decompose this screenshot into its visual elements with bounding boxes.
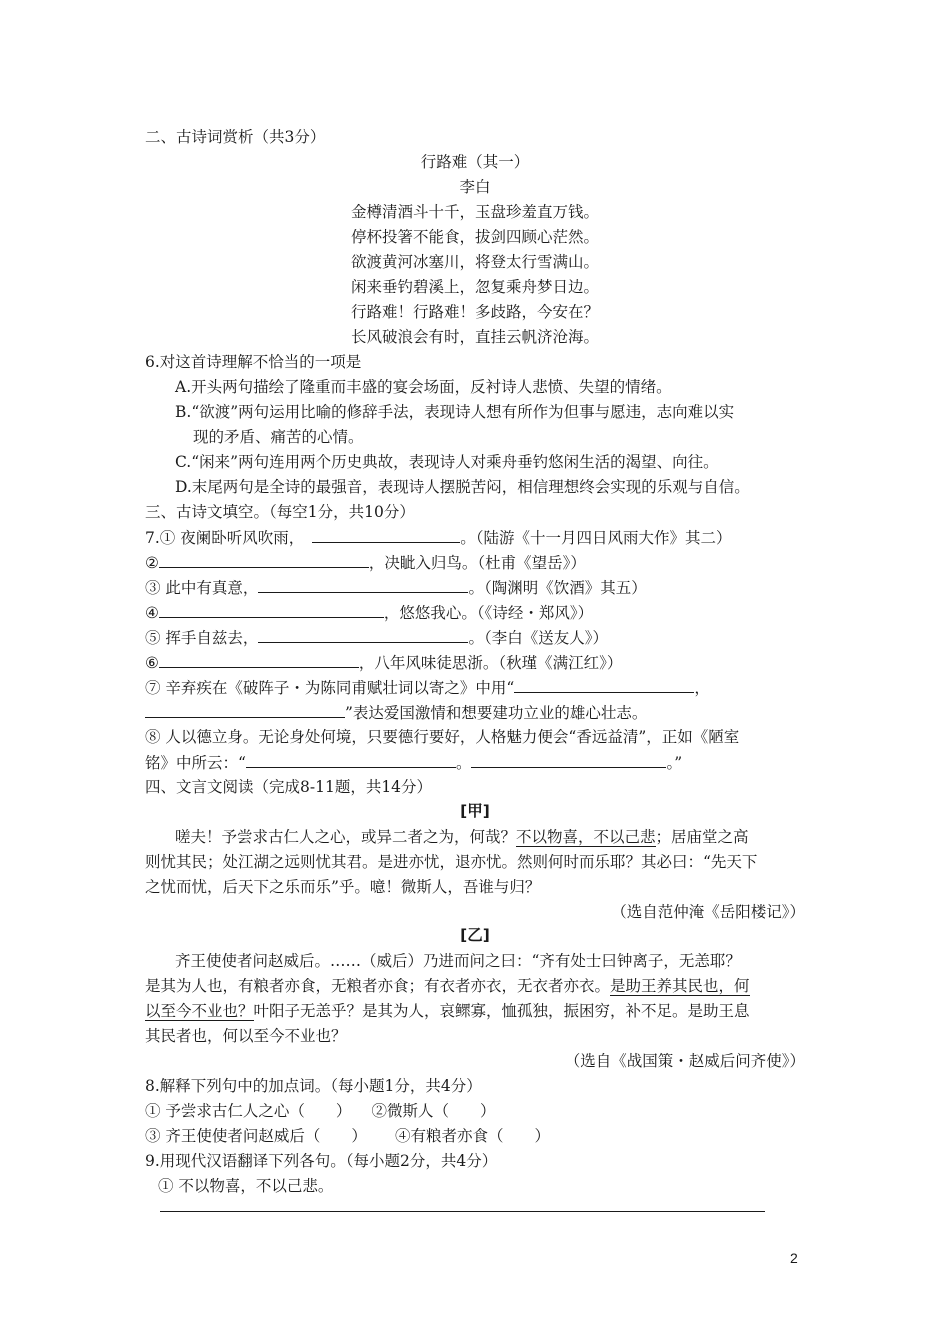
section-4-heading: 四、文言文阅读（完成8-11题，共14分） — [145, 778, 433, 796]
passage-a-label: [甲] — [460, 802, 490, 820]
prompt-text: ③ 此中有真意， — [145, 579, 259, 597]
fill-blank-4 — [145, 602, 593, 623]
passage-b-source: （选自《战国策・赵威后问齐使》） — [564, 1052, 805, 1070]
prompt-text: ， — [694, 679, 710, 697]
sub-question: ②微斯人（ ） — [371, 1102, 496, 1120]
prompt-text: ⑦ 辛弃疾在《破阵子・为陈同甫赋壮词以寄之》中用“ — [145, 679, 515, 697]
poem-line: 闲来垂钓碧溪上，忽复乘舟梦日边。 — [350, 278, 599, 296]
page-number: 2 — [790, 1250, 798, 1266]
source-text: ，决眦入归鸟。（杜甫《望岳》） — [368, 554, 586, 572]
poem-line: 行路难！行路难！多歧路，今安在？ — [350, 303, 599, 321]
fill-blank-7 — [145, 677, 710, 698]
question-9-item: ① 不以物喜，不以己悲。 — [158, 1177, 334, 1195]
source-text: ，八年风味徒思浙。（秋瑾《满江红》） — [358, 654, 623, 672]
fill-blank-3 — [145, 577, 647, 598]
answer-blank[interactable] — [159, 602, 384, 618]
passage-a-line: 之忧而忧，后天下之乐而乐”乎。噫！微斯人，吾谁与归？ — [145, 878, 541, 896]
fill-blank-2 — [145, 552, 586, 573]
option-a: A.开头两句描绘了隆重而丰盛的宴会场面，反衬诗人悲愤、失望的情绪。 — [175, 378, 672, 396]
option-b-continued: 现的矛盾、痛苦的心情。 — [193, 428, 364, 446]
answer-blank[interactable] — [312, 527, 460, 543]
poem-line: 欲渡黄河冰塞川，将登太行雪满山。 — [350, 253, 599, 271]
option-c: C.“闲来”两句连用两个历史典故，表现诗人对乘舟垂钓悠闲生活的渴望、向往。 — [175, 453, 719, 471]
answer-blank[interactable] — [258, 577, 468, 593]
passage-text: 是其为人也，有粮者亦食，无粮者亦食；有衣者亦衣，无衣者亦衣。 — [145, 977, 611, 995]
answer-blank[interactable] — [471, 752, 666, 768]
passage-b-line — [145, 1001, 750, 1021]
question-8-items — [145, 1101, 495, 1121]
fill-blank-5 — [145, 627, 608, 648]
passage-a-source: （选自范仲淹《岳阳楼记》） — [611, 903, 805, 921]
passage-b-line: 其民者也，何以至今不业也？ — [145, 1027, 347, 1045]
answer-blank[interactable] — [246, 752, 456, 768]
prompt-text: ⑤ 挥手自兹去， — [145, 629, 259, 647]
question-8: 8.解释下列句中的加点词。（每小题1分，共4分） — [145, 1077, 482, 1095]
sub-question: ④有粮者亦食（ ） — [394, 1127, 550, 1145]
question-6: 6.对这首诗理解不恰当的一项是 — [145, 353, 362, 371]
answer-blank[interactable] — [258, 627, 468, 643]
prompt-text: 铭》中所云：“ — [145, 754, 246, 772]
passage-text: 嗟夫！予尝求古仁人之心，或异二者之为，何哉？ — [175, 828, 517, 846]
passage-text: 叶阳子无恙乎？是其为人，哀鳏寡，恤孤独，振困穷，补不足。是助王息 — [253, 1002, 750, 1020]
question-9: 9.用现代汉语翻译下列各句。（每小题2分，共4分） — [145, 1152, 498, 1170]
poem-line: 停杯投箸不能食，拔剑四顾心茫然。 — [350, 228, 599, 246]
option-d: D.末尾两句是全诗的最强音，表现诗人摆脱苦闷，相信理想终会实现的乐观与自信。 — [175, 478, 750, 496]
source-text: 。（李白《送友人》） — [468, 629, 608, 647]
passage-text: ；居庙堂之高 — [655, 828, 749, 846]
passage-b-label: [乙] — [460, 926, 490, 944]
passage-a-line: 则忧其民；处江湖之远则忧其君。是进亦忧，退亦忧。然则何时而乐耶？其必曰：“先天下 — [145, 853, 758, 871]
fill-blank-1 — [145, 527, 731, 548]
prompt-text: ④ — [145, 604, 159, 622]
section-2-heading: 二、古诗词赏析（共3分） — [145, 128, 326, 146]
passage-a-line — [175, 827, 749, 847]
prompt-text: 。” — [666, 754, 683, 772]
poem-author: 李白 — [459, 178, 491, 196]
prompt-text: ”表达爱国激情和想要建功立业的雄心壮志。 — [345, 704, 648, 722]
poem-line: 金樽清酒斗十千，玉盘珍羞直万钱。 — [350, 203, 599, 221]
fill-blank-7-continued — [145, 702, 647, 723]
underlined-sentence: 是助王养其民也，何 — [610, 977, 750, 995]
source-text: ，悠悠我心。（《诗经・郑风》） — [383, 604, 594, 622]
answer-line[interactable] — [160, 1211, 765, 1212]
poem-title: 行路难（其一） — [420, 153, 530, 171]
prompt-text: ② — [145, 554, 159, 572]
option-b: B.“欲渡”两句运用比喻的修辞手法，表现诗人想有所作为但事与愿违，志向难以实 — [175, 403, 735, 421]
passage-b-line: 齐王使使者问赵威后。……（威后）乃进而问之曰：“齐有处士曰钟离子，无恙耶？ — [175, 952, 741, 970]
underlined-sentence: 不以物喜，不以己悲 — [516, 828, 656, 846]
answer-blank[interactable] — [514, 677, 694, 693]
source-text: 。（陆游《十一月四日风雨大作》其二） — [460, 529, 732, 547]
answer-blank[interactable] — [159, 552, 369, 568]
fill-blank-8: ⑧ 人以德立身。无论身处何境，只要德行要好，人格魅力便会“香远益清”，正如《陋室 — [145, 728, 740, 746]
source-text: 。（陶渊明《饮酒》其五） — [468, 579, 647, 597]
question-8-items — [145, 1126, 550, 1146]
poem-line: 长风破浪会有时，直挂云帆济沧海。 — [350, 328, 599, 346]
answer-blank[interactable] — [159, 652, 359, 668]
passage-b-line — [145, 976, 750, 996]
prompt-text: 。 — [455, 754, 472, 772]
sub-question: ③ 齐王使使者问赵威后（ ） — [145, 1127, 367, 1145]
answer-blank[interactable] — [145, 702, 345, 718]
section-3-heading: 三、古诗文填空。（每空1分，共10分） — [145, 503, 415, 521]
fill-blank-6 — [145, 652, 622, 673]
fill-blank-8-continued — [145, 752, 682, 773]
sub-question: ① 予尝求古仁人之心（ ） — [145, 1102, 352, 1120]
prompt-text: 7.① 夜阑卧听风吹雨， — [145, 529, 305, 547]
prompt-text: ⑥ — [145, 654, 159, 672]
underlined-sentence: 以至今不业也？ — [145, 1002, 254, 1020]
